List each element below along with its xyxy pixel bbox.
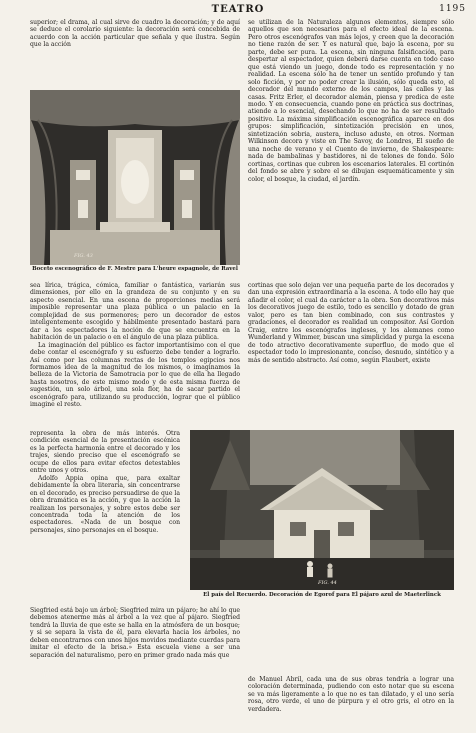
text-column-top-right [248,19,454,183]
page-header [10,4,466,18]
text-column-bottom-right [248,676,454,713]
page-number: 1195 [439,4,466,14]
paragraph: se utilizan de la Naturaleza algunos elementos, siempre sólo aquellos que son necesarios para el efecto ideal de la escena. Pero otros escenógrafos van más lejos, y creen que la decoración no tiene razón de ser. Y es natural que, bajo la escena, por su parte, debe ser pura. La escena, sin ninguna falsificación, para despertar al espectador, quien deberá darse cuenta en todo caso que está viendo un juego, donde todo es representación y no realidad. La escena sólo ha de tener un sentido profundo y tan solo ficción, y por no poder crear la ilusión, sólo queda esto, el decorador del mundo externo de los campos, las calles y las casas. Fritz Erler, el decorador alemán, piensa y predica de este modo. Y en consecuencia, cuando pone en práctica sus doctrinas, atiende a lo esencial, desechando lo que no ha de ser resultado positivo. La máxima simplificación escenográfica aparece en dos grupos: simplificación, sintetización precisión en unos, sintetización sobria, austera, incluso aduste, en otros. Norman Wilkinson decora y viste en The Savoy, de Londres, El sueño de una noche de verano y el Cuento de invierno, de Shakespeare: nada de bambalinas y bastidores, ni de telones de fondo. Sólo cortinas, cortinas que cubren los escenarios laterales. El cortinón del fondo se abre y sobre el se dibujan esquemáticamente y sin color, el bosque, la ciudad, el jardín. [248,19,454,183]
text-column-middle-right [248,282,454,364]
figure-set-design [190,430,454,590]
paragraph: Siegfried está bajo un árbol; Siegfried mira un pájaro; he ahí lo que debemos atenerme más al árbol a la vez que al pájaro. Siegfried tendrá la lluvia de que este se halla en la atmósfera de un bosque; y si se separa la vista de él, para elevarla hacia los árboles, no deben encontrarnos con unos hijos movidos mediante cuerdas para imitar el efecto de la brisa.» Esta escuela viene a ser una separación del naturalismo, pero en primer grado nada más que [30,607,240,659]
figure-stage-sketch [30,90,240,265]
figure-caption: El país del Recuerdo. Decoración de Egorof para El pájaro azul de Maeterlinck [203,592,441,598]
section-title: TEATRO [211,4,265,15]
paragraph: sea lírica, trágica, cómica, familiar o fantástica, variarán sus dimensiones, por ello en la grandeza de su conjunto y en su aspecto esencial. En una escena de proporciones medias será imposible representar una plaza pública o un palacio en la complejidad de sus pormenores; pero un decorador de estos inteligentemente escogido y hábilmente presentado bastará para dar a los espectadores la noción de que se encuentra en la habitación de un palacio o en el ángulo de una plaza pública. [30,282,240,342]
paragraph: La imaginación del público es factor importantísimo con el que debe contar el escenógrafo y su esfuerzo debe tender a lograrlo. Así como por las columnas rectas de los templos egipcios nos formamos idea de la magnitud de los mismos, o imaginamos la belleza de la Victoria de Samotracia por lo que de ella ha llegado hasta nosotros, de este mismo modo y de esta misma fuerza de sugestión, un solo árbol, una sola flor, ha de sacar partido el escenógrafo para, utilizando su producción, lograr que el público imagine el resto. [30,341,240,409]
figure-caption: Boceto escenográfico de F. Mestre para L'heure espagnole, de Ravel [32,266,238,272]
text-column-bottom-left [30,607,240,659]
set-design-illustration [190,430,454,590]
paragraph: Adolfo Appia opina que, para exaltar debidamente la obra literaria, sin concentrarse en el decorado, es preciso persuadirse de que la obra dramática es la acción, y que la acción la realizan los personajes, y sobre estos debe ser concentrada toda la atención de los espectadores. «Nada de un bosque con personajes, sino personajes en el bosque. [30,474,180,534]
text-column-top-left [30,19,240,49]
text-column-beside-figure [30,430,180,534]
paragraph: cortinas que solo dejan ver una pequeña parte de los decorados y dan una expresión extraordinaria a la escena. A todo ello hay que añadir el color, el cual da carácter a la obra. Son decorativos más los decorativos juego de estilo, todo es sencillo y dotado de gran valor, pero es tan bien combinado, con sus contrastes y gradaciones, el decorador es realidad un compositor. Así Gordon Craig, entre los escenógrafos ingleses, y los alemanes como Wunderland y Wimmer, buscan una simplicidad y purga la escena de todo atractivo decorativamente superfluo, de modo que el espectador todo lo impresionante, conciso, desnudo, sintético y a más de sentido abstracto. Así como, según Flaubert, existe [248,282,454,364]
figure-number-label: FIG. 43 [74,253,93,259]
paragraph: representa la obra de más interés. Otra condición esencial de la presentación escénica es la perfecta harmonía entre el decorado y los trajes, siendo preciso que el escenógrafo se ocupe de ellos para evitar efectos detestables entre unos y otros. [30,430,180,475]
figure-number-label: FIG. 44 [318,580,337,586]
paragraph: superior; el drama, al cual sirve de cuadro la decoración; y de aquí se deduce el corolario siguiente: la decoración será concebida de acuerdo con la acción particular que señala y que ilustra. Según que la acción [30,19,240,49]
stage-sketch-illustration [30,90,240,265]
paragraph: de Manuel Abril, cada una de sus obras tendría a lograr una coloración determinada, pudiendo con esto notar que su escena se va más ligeramente a lo que no es tan dilatado, y el uno sería rosa, otro verde, el uno de púrpura y el otro gris, el otro en la verdadera. [248,676,454,713]
text-column-middle-left [30,282,240,409]
